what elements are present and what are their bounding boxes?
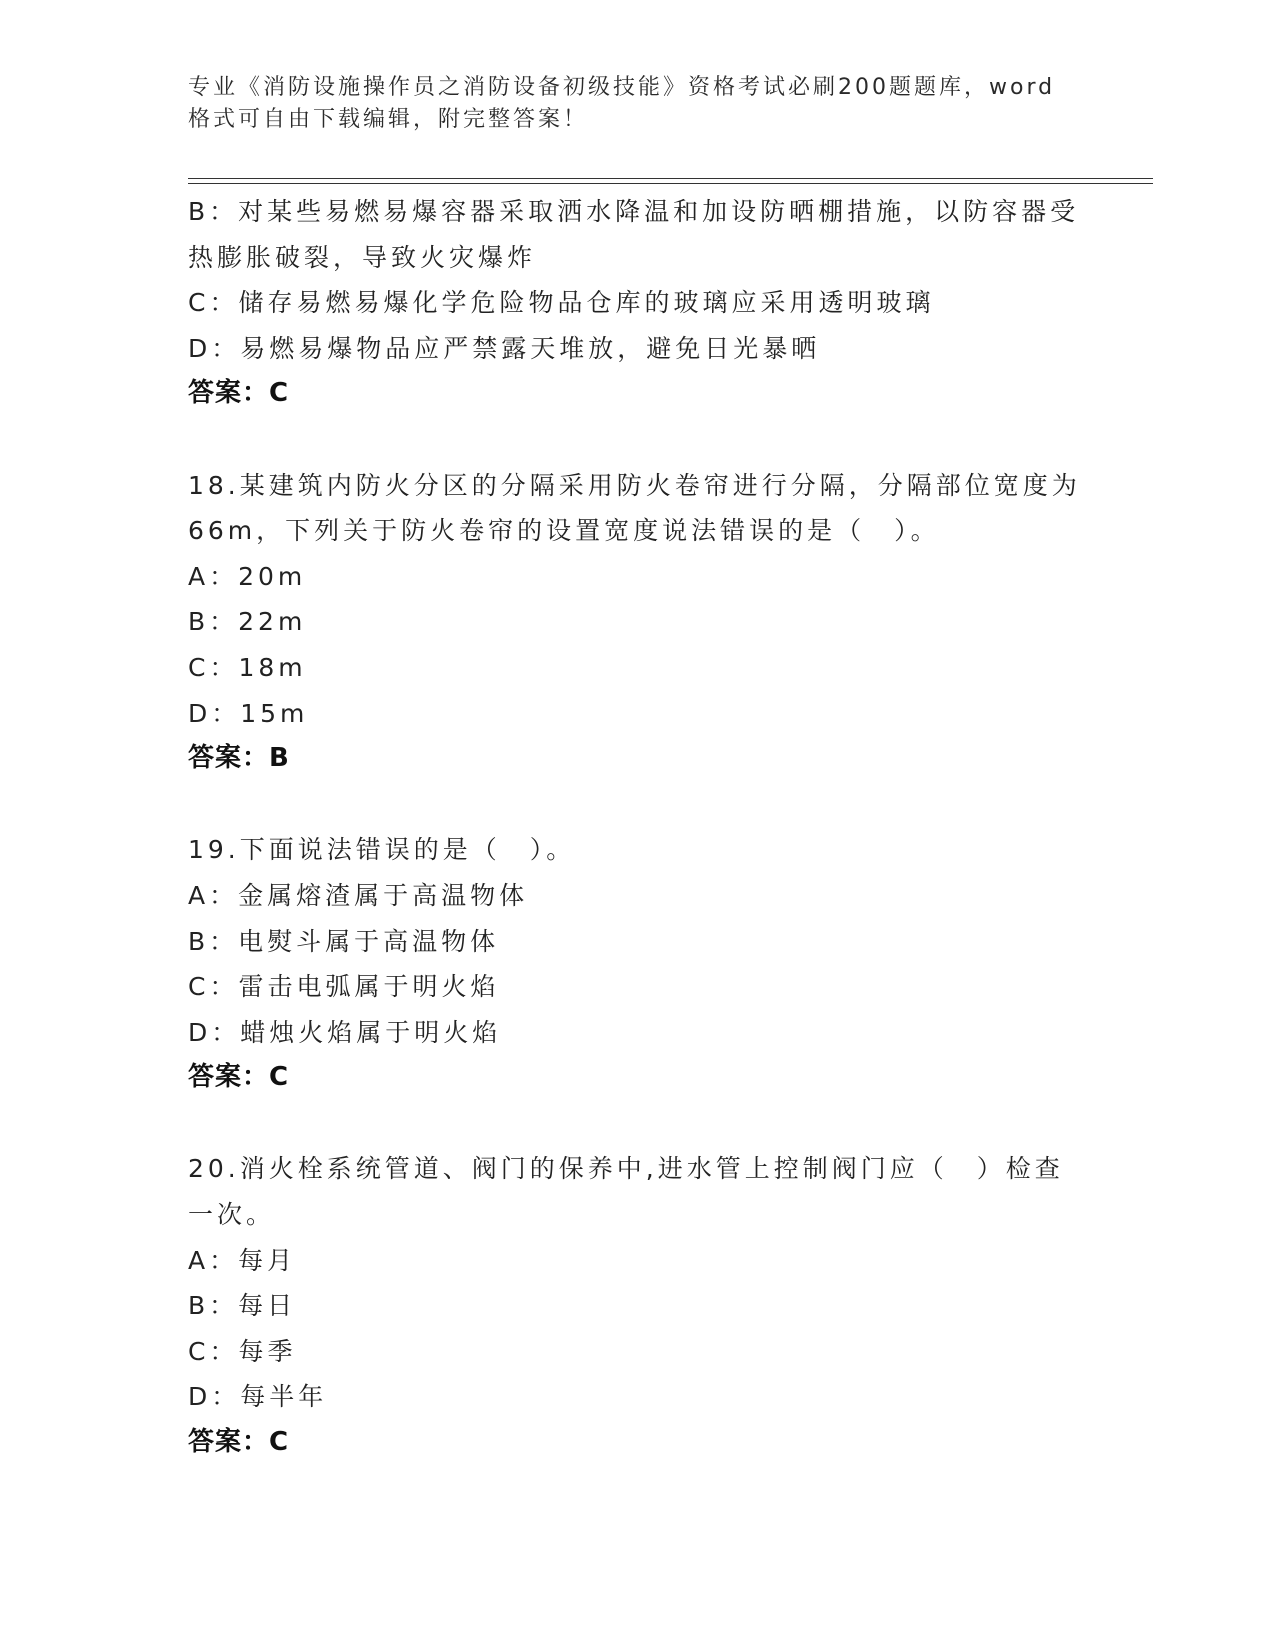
q19-option-a: A：金属熔渣属于高温物体 bbox=[188, 880, 529, 910]
q20-answer: 答案：C bbox=[188, 1427, 290, 1458]
spacer bbox=[188, 417, 1088, 463]
q17-option-b-line2: 热膨胀破裂，导致火灾爆炸 bbox=[188, 242, 537, 272]
question-list bbox=[188, 189, 1088, 1466]
q20-stem-line1: 20.消火栓系统管道、阀门的保养中,进水管上控制阀门应（ ）检查 bbox=[188, 1154, 1064, 1184]
q20-stem-line2: 一次。 bbox=[188, 1200, 276, 1230]
q18-option-c: C：18m bbox=[188, 652, 307, 682]
q17-option-b-line1: B：对某些易燃易爆容器采取洒水降温和加设防晒棚措施，以防容器受 bbox=[188, 197, 1080, 226]
question-19-block bbox=[188, 827, 1088, 1101]
q17-answer: 答案：C bbox=[188, 378, 290, 409]
q18-answer: 答案：B bbox=[188, 743, 290, 774]
q20-option-c: C：每季 bbox=[188, 1336, 297, 1366]
spacer bbox=[188, 1101, 1088, 1147]
q19-option-b: B：电熨斗属于高温物体 bbox=[188, 926, 500, 956]
q19-option-d: D：蜡烛火焰属于明火焰 bbox=[188, 1017, 502, 1047]
q19-answer: 答案：C bbox=[188, 1062, 290, 1093]
question-20-block bbox=[188, 1146, 1088, 1465]
document-header: 专业《消防设施操作员之消防设备初级技能》资格考试必刷200题题库，word格式可自由下载编辑，附完整答案！ bbox=[188, 75, 1056, 132]
question-18-block bbox=[188, 463, 1088, 782]
q18-option-d: D：15m bbox=[188, 698, 309, 728]
q18-stem-line2: 66m，下列关于防火卷帘的设置宽度说法错误的是（ ）。 bbox=[188, 516, 940, 546]
q19-option-c: C：雷击电弧属于明火焰 bbox=[188, 972, 500, 1002]
header-rule-bottom bbox=[188, 183, 1153, 184]
q20-option-d: D：每半年 bbox=[188, 1382, 328, 1412]
q20-option-b: B：每日 bbox=[188, 1291, 297, 1321]
q18-option-a: A：20m bbox=[188, 561, 307, 591]
header-rule-top bbox=[188, 178, 1153, 179]
q19-stem: 19.下面说法错误的是（ ）。 bbox=[188, 835, 576, 865]
q17-option-c: C：储存易燃易爆化学危险物品仓库的玻璃应采用透明玻璃 bbox=[188, 288, 935, 318]
spacer bbox=[188, 782, 1088, 828]
q18-option-b: B：22m bbox=[188, 607, 307, 637]
q20-option-a: A：每月 bbox=[188, 1245, 297, 1275]
question-17-block bbox=[188, 189, 1088, 417]
q17-option-d: D：易燃易爆物品应严禁露天堆放，避免日光暴晒 bbox=[188, 333, 821, 363]
q18-stem-line1: 18.某建筑内防火分区的分隔采用防火卷帘进行分隔，分隔部位宽度为 bbox=[188, 470, 1081, 500]
